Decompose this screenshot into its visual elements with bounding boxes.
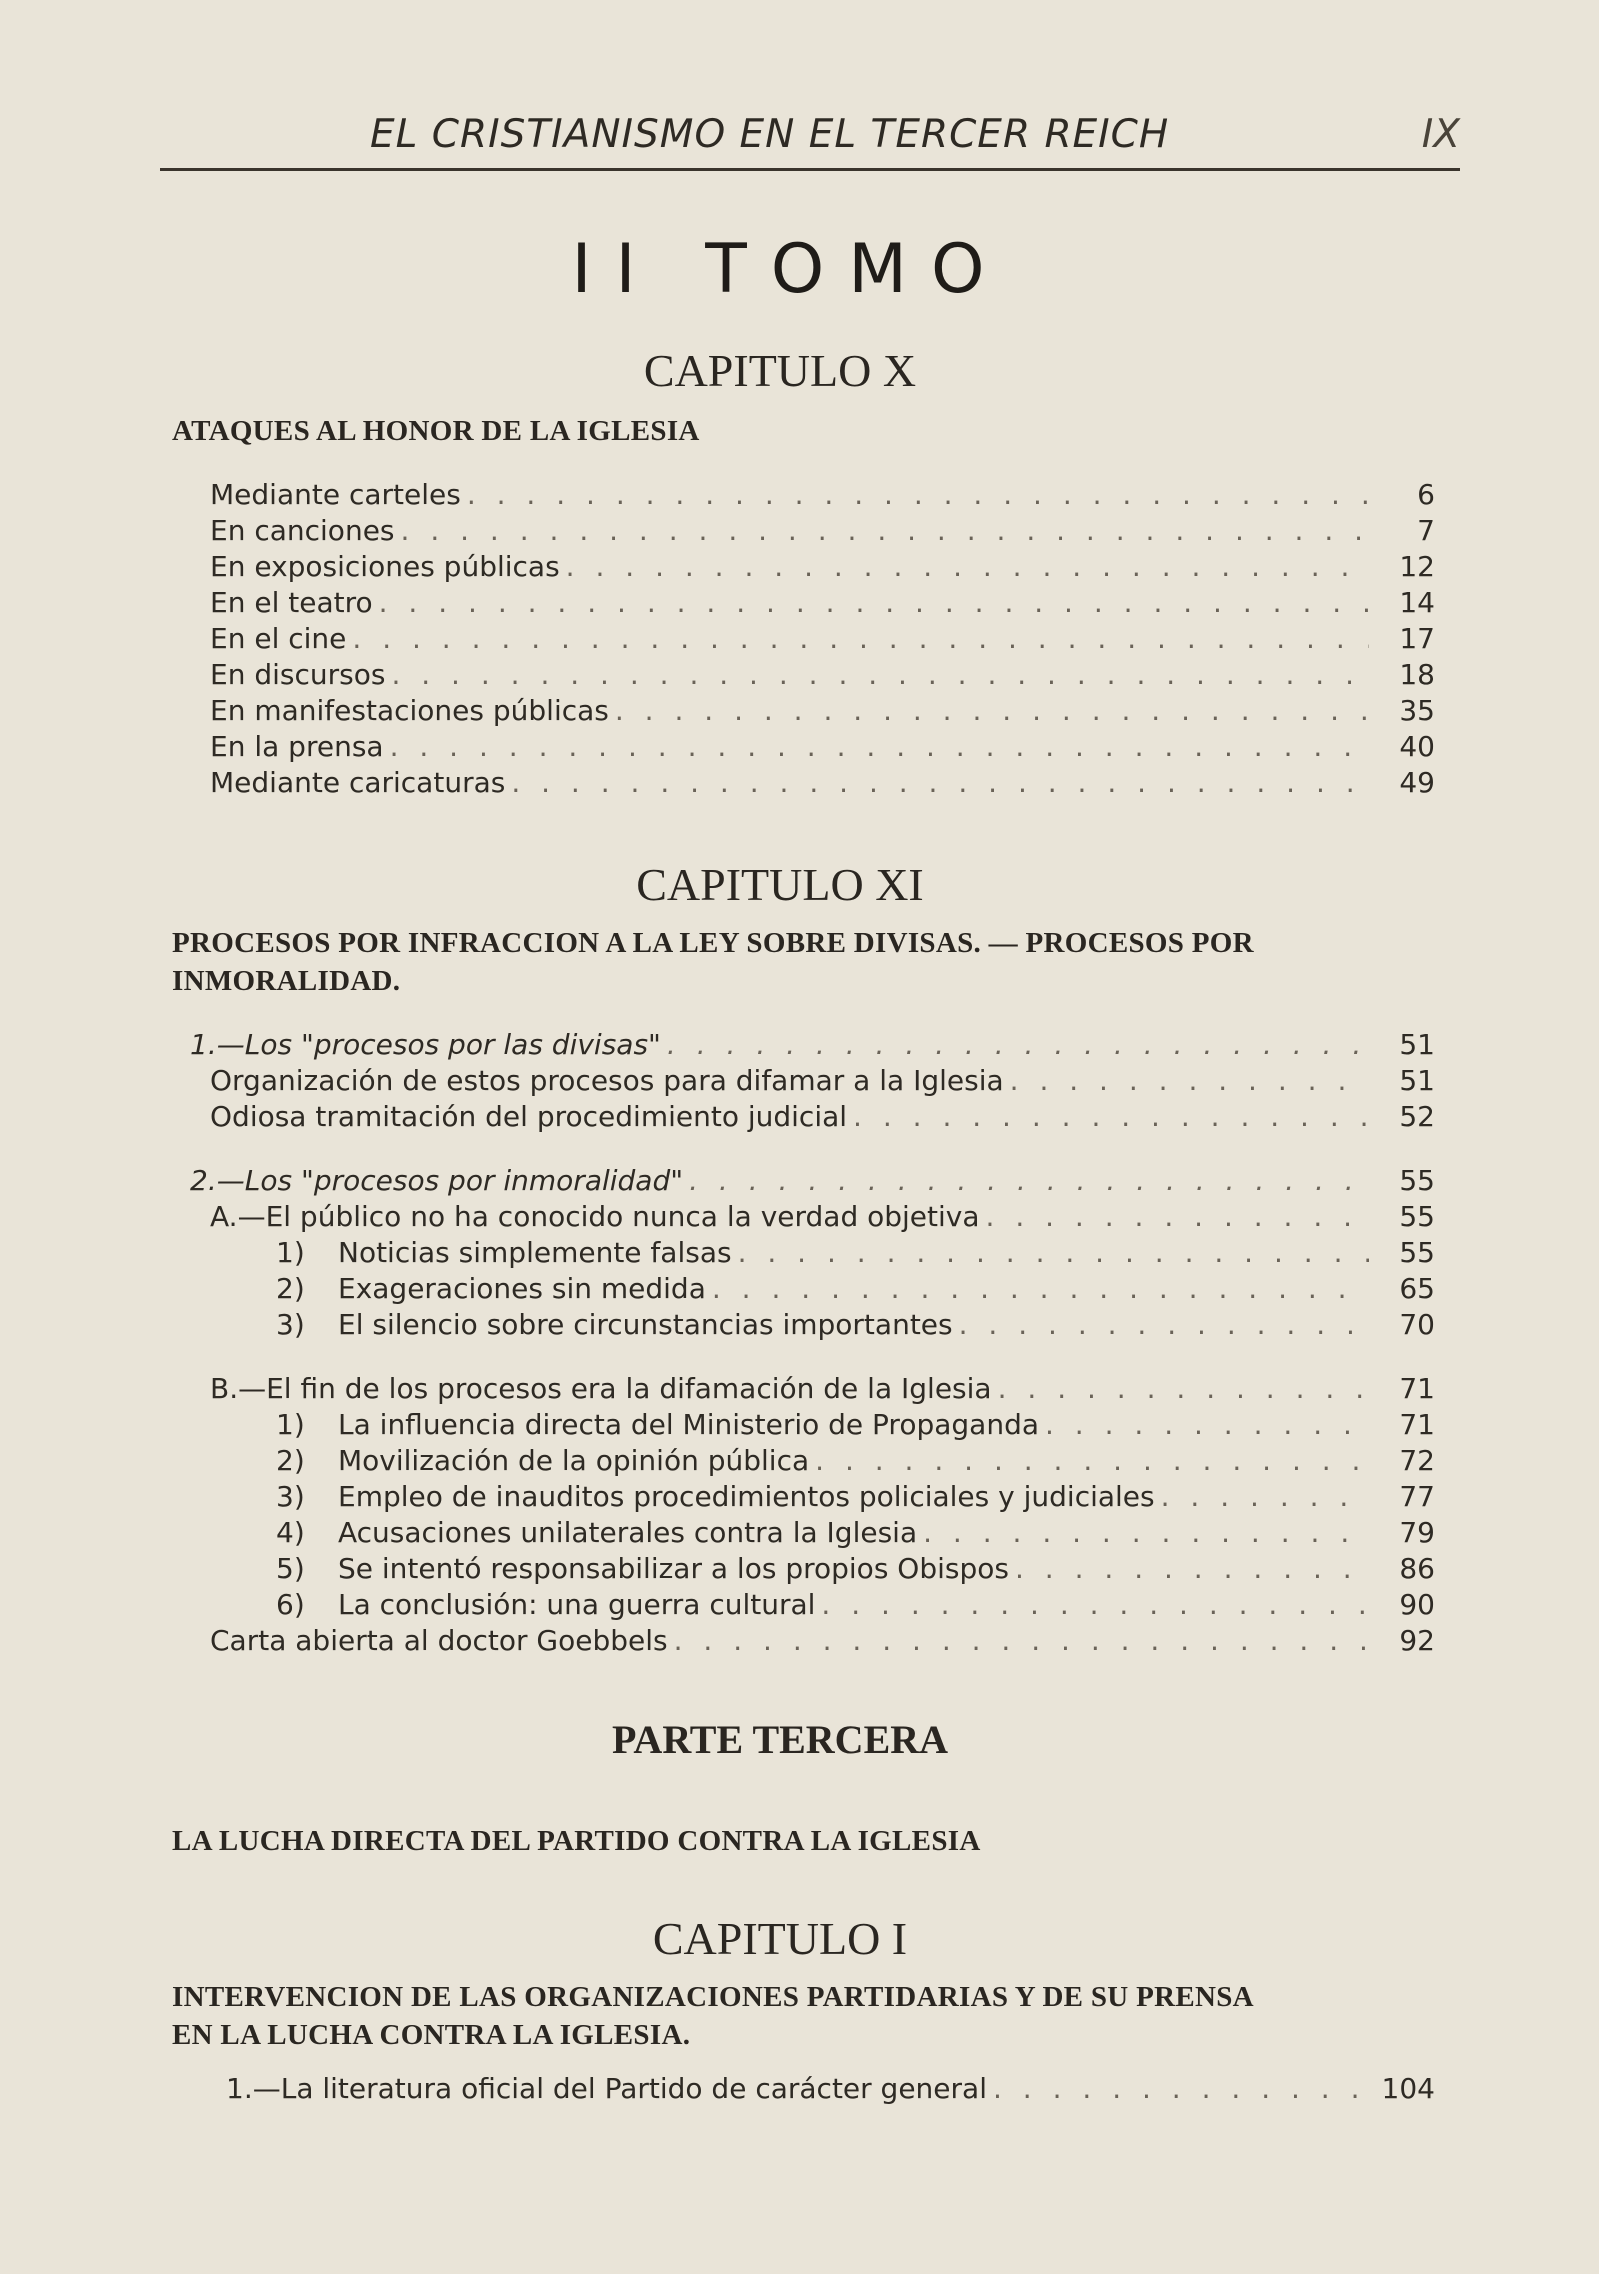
toc-entry-page: 79 (1369, 1516, 1435, 1549)
toc-entry-label: El silencio sobre circunstancias importantes (338, 1308, 953, 1341)
toc-entry[interactable] (210, 586, 1435, 622)
leader-dots (689, 1164, 1435, 1197)
running-title: EL CRISTIANISMO EN EL TERCER REICH (370, 112, 1170, 157)
section-title-line: EN LA LUCHA CONTRA LA IGLESIA. (172, 2019, 691, 2051)
chapter-x-heading: CAPITULO X (643, 345, 917, 396)
part-three-heading: PARTE TERCERA (611, 1717, 949, 1762)
toc-entry-label: En exposiciones públicas (210, 550, 560, 583)
toc-entry-page: 71 (1369, 1372, 1435, 1405)
toc-entry-label: —El fin de los procesos era la difamación de la Iglesia (238, 1372, 992, 1405)
toc-entry-page: 55 (1369, 1164, 1435, 1197)
toc-entry-page: 40 (1369, 730, 1435, 763)
toc-entry-page: 92 (1369, 1624, 1435, 1657)
toc-entry-number: 1) (276, 1408, 305, 1441)
section-title-line: INMORALIDAD. (172, 965, 401, 997)
toc-entry[interactable] (210, 694, 1435, 730)
toc-subsection-entry[interactable] (210, 1372, 1435, 1408)
toc-entry-page: 49 (1369, 766, 1435, 799)
toc-entry-page: 7 (1369, 514, 1435, 547)
leader-dots (821, 1588, 1435, 1621)
toc-item-entry[interactable] (276, 1408, 1435, 1444)
toc-item-entry[interactable] (276, 1236, 1435, 1272)
section-title-line: INTERVENCION DE LAS ORGANIZACIONES PARTIDARIAS Y DE SU PRENSA (172, 1981, 1254, 2013)
toc-entry-page: 35 (1369, 694, 1435, 727)
toc-entry-label: Mediante caricaturas (210, 766, 506, 799)
toc-entry-number: 4) (276, 1516, 305, 1549)
chapter-i-section-title (172, 1978, 1367, 2054)
toc-entry-label: Se intentó responsabilizar a los propios Obispos (338, 1552, 1009, 1585)
toc-entry-page: 52 (1369, 1100, 1435, 1133)
toc-entry-page: 6 (1369, 478, 1435, 511)
leader-dots (511, 766, 1435, 799)
toc-part-entry[interactable] (190, 1164, 1435, 1200)
toc-entry-label: La conclusión: una guerra cultural (338, 1588, 816, 1621)
toc-entry-number: 2) (276, 1444, 305, 1477)
toc-entry-label: Organización de estos procesos para difamar a la Iglesia (210, 1064, 1004, 1097)
toc-entry-page: 17 (1369, 622, 1435, 655)
toc-entry-number: A. (210, 1200, 238, 1233)
toc-entry-page: 65 (1369, 1272, 1435, 1305)
leader-dots (738, 1236, 1435, 1269)
toc-entry-label: —Los "procesos por las divisas" (216, 1028, 661, 1061)
chapter-i-heading: CAPITULO I (652, 1913, 908, 1964)
toc-entry-page: 90 (1369, 1588, 1435, 1621)
toc-entry[interactable] (210, 478, 1435, 514)
toc-entry-label: Carta abierta al doctor Goebbels (210, 1624, 668, 1657)
toc-entry-page: 55 (1369, 1236, 1435, 1269)
leader-dots (615, 694, 1435, 727)
toc-entry[interactable] (210, 766, 1435, 802)
toc-entry-number: 1) (276, 1236, 305, 1269)
leader-dots (352, 622, 1435, 655)
toc-entry-label: Acusaciones unilaterales contra la Iglesia (338, 1516, 918, 1549)
leader-dots (853, 1100, 1435, 1133)
toc-entry-page: 70 (1369, 1308, 1435, 1341)
toc-entry-label: Mediante carteles (210, 478, 461, 511)
toc-entry-label: En el cine (210, 622, 347, 655)
leader-dots (712, 1272, 1435, 1305)
leader-dots (391, 658, 1435, 691)
toc-entry-label: Odiosa tramitación del procedimiento judicial (210, 1100, 848, 1133)
toc-item-entry[interactable] (276, 1308, 1435, 1344)
toc-item-entry[interactable] (276, 1588, 1435, 1624)
chapter-xi-heading: CAPITULO XI (636, 859, 924, 910)
leader-dots (986, 1200, 1435, 1233)
toc-entry-page: 104 (1369, 2072, 1435, 2105)
leader-dots (379, 586, 1435, 619)
volume-title: II TOMO (571, 230, 1009, 309)
leader-dots (667, 1028, 1435, 1061)
toc-entry-label: En manifestaciones públicas (210, 694, 609, 727)
toc-entry[interactable] (226, 2072, 1435, 2108)
leader-dots (674, 1624, 1435, 1657)
leader-dots (467, 478, 1435, 511)
toc-entry[interactable] (210, 658, 1435, 694)
chapter-x-section-title: ATAQUES AL HONOR DE LA IGLESIA (172, 415, 700, 447)
leader-dots (390, 730, 1435, 763)
toc-entry-number: 1. (190, 1028, 217, 1061)
section-title-line: PROCESOS POR INFRACCION A LA LEY SOBRE DIVISAS. — PROCESOS POR (172, 927, 1254, 959)
toc-entry-page: 18 (1369, 658, 1435, 691)
toc-entry-number: 1. (226, 2072, 253, 2105)
toc-entry[interactable] (210, 514, 1435, 550)
toc-entry-page: 71 (1369, 1408, 1435, 1441)
toc-entry-label: En la prensa (210, 730, 384, 763)
toc-entry-page: 55 (1369, 1200, 1435, 1233)
page-folio: IX (1421, 112, 1460, 157)
toc-entry[interactable] (210, 1100, 1435, 1136)
toc-entry-number: B. (210, 1372, 239, 1405)
leader-dots (959, 1308, 1435, 1341)
toc-part-entry[interactable] (190, 1028, 1435, 1064)
toc-entry-page: 51 (1369, 1028, 1435, 1061)
toc-entry-label: —La literatura oficial del Partido de carácter general (252, 2072, 987, 2105)
leader-dots (923, 1516, 1435, 1549)
toc-entry[interactable] (210, 730, 1435, 766)
part-three-subtitle: LA LUCHA DIRECTA DEL PARTIDO CONTRA LA IGLESIA (172, 1825, 981, 1857)
toc-entry-number: 2. (190, 1164, 217, 1197)
toc-entry-page: 72 (1369, 1444, 1435, 1477)
leader-dots (566, 550, 1435, 583)
toc-entry-number: 6) (276, 1588, 305, 1621)
toc-item-entry[interactable] (276, 1444, 1435, 1480)
toc-entry-page: 86 (1369, 1552, 1435, 1585)
toc-entry-number: 3) (276, 1308, 305, 1341)
leader-dots (401, 514, 1435, 547)
running-header (160, 108, 1460, 171)
toc-entry-label: Noticias simplemente falsas (338, 1236, 732, 1269)
toc-entry-number: 3) (276, 1480, 305, 1513)
toc-entry-label: En discursos (210, 658, 386, 691)
toc-entry-label: —El público no ha conocido nunca la verdad objetiva (237, 1200, 980, 1233)
toc-entry-label: Exageraciones sin medida (338, 1272, 706, 1305)
toc-entry-page: 14 (1369, 586, 1435, 619)
leader-dots (815, 1444, 1435, 1477)
toc-entry-number: 2) (276, 1272, 305, 1305)
toc-entry[interactable] (210, 622, 1435, 658)
toc-entry[interactable] (210, 1064, 1435, 1100)
toc-entry-label: —Los "procesos por inmoralidad" (216, 1164, 684, 1197)
toc-entry[interactable] (210, 1624, 1435, 1660)
toc-entry-label: Movilización de la opinión pública (338, 1444, 810, 1477)
toc-entry-label: En el teatro (210, 586, 373, 619)
toc-entry-page: 51 (1369, 1064, 1435, 1097)
toc-entry-page: 77 (1369, 1480, 1435, 1513)
toc-entry-label: La influencia directa del Ministerio de Propaganda (338, 1408, 1039, 1441)
toc-item-entry[interactable] (276, 1516, 1435, 1552)
toc-subsection-entry[interactable] (210, 1200, 1435, 1236)
toc-item-entry[interactable] (276, 1272, 1435, 1308)
toc-entry-page: 12 (1369, 550, 1435, 583)
toc-entry-number: 5) (276, 1552, 305, 1585)
chapter-xi-section-title (172, 924, 1367, 1000)
toc-entry[interactable] (210, 550, 1435, 586)
toc-item-entry[interactable] (276, 1480, 1435, 1516)
toc-item-entry[interactable] (276, 1552, 1435, 1588)
toc-entry-label: Empleo de inauditos procedimientos policiales y judiciales (338, 1480, 1155, 1513)
toc-entry-label: En canciones (210, 514, 395, 547)
